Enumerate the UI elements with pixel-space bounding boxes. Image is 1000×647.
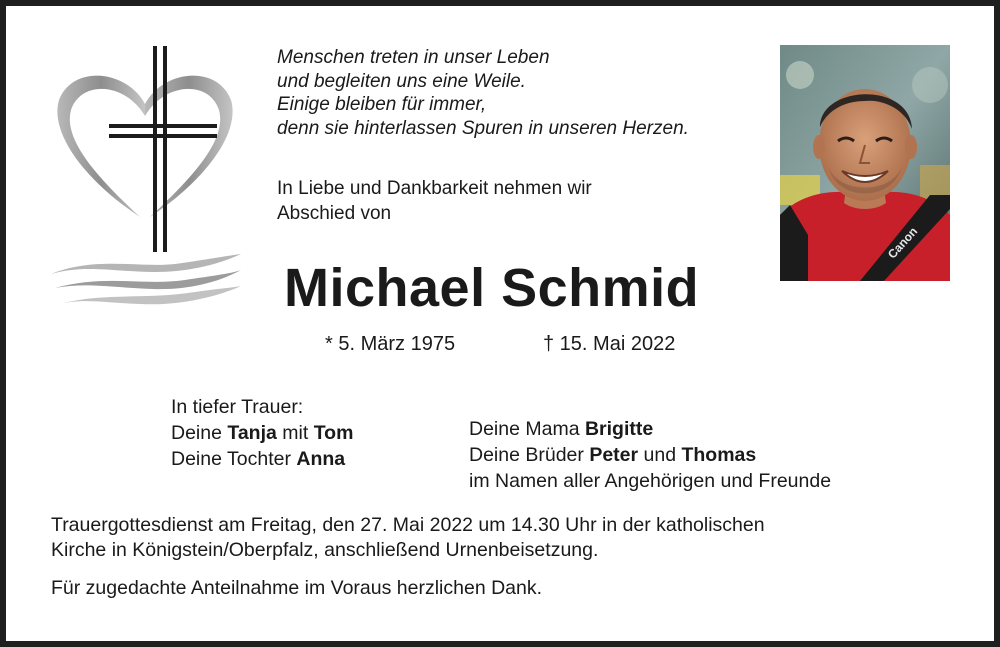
intro-line: In Liebe und Dankbarkeit nehmen wir xyxy=(277,178,592,199)
poem-line: Einige bleiben für immer, xyxy=(277,94,487,115)
service-info xyxy=(51,513,765,563)
death-date: † 15. Mai 2022 xyxy=(543,333,676,355)
poem-line: denn sie hinterlassen Spuren in unseren Herzen. xyxy=(277,117,689,139)
mourner-line: Deine Tanja mit Tom xyxy=(171,422,354,444)
waves-icon xyxy=(51,254,241,274)
service-line: Trauergottesdienst am Freitag, den 27. Mai 2022 um 14.30 Uhr in der katholischen xyxy=(51,514,765,536)
strap-text: Canon xyxy=(884,224,921,262)
mourners-left xyxy=(171,394,353,472)
mourners-right xyxy=(469,416,831,494)
mourners-heading: In tiefer Trauer: xyxy=(171,396,304,418)
mourner-line: Deine Tochter Anna xyxy=(171,448,346,470)
birth-date: * 5. März 1975 xyxy=(325,333,456,355)
deceased-name: Michael Schmid xyxy=(284,258,700,318)
cross-heart-emblem xyxy=(45,42,245,312)
mourner-line: Deine Mama Brigitte xyxy=(469,418,654,440)
portrait-photo xyxy=(780,45,950,281)
mourner-line: Deine Brüder Peter und Thomas xyxy=(469,444,757,466)
thanks-note: Für zugedachte Anteilnahme im Voraus herzlichen Dank. xyxy=(51,577,543,599)
service-line: Kirche in Königstein/Oberpfalz, anschließend Urnenbeisetzung. xyxy=(51,539,599,561)
heart-icon xyxy=(57,76,145,217)
farewell-intro xyxy=(277,176,592,226)
mourner-line: im Namen aller Angehörigen und Freunde xyxy=(469,470,832,492)
intro-line: Abschied von xyxy=(277,203,392,224)
poem-line: Menschen treten in unser Leben xyxy=(277,47,550,68)
poem xyxy=(277,46,689,140)
poem-line: und begleiten uns eine Weile. xyxy=(277,70,526,92)
